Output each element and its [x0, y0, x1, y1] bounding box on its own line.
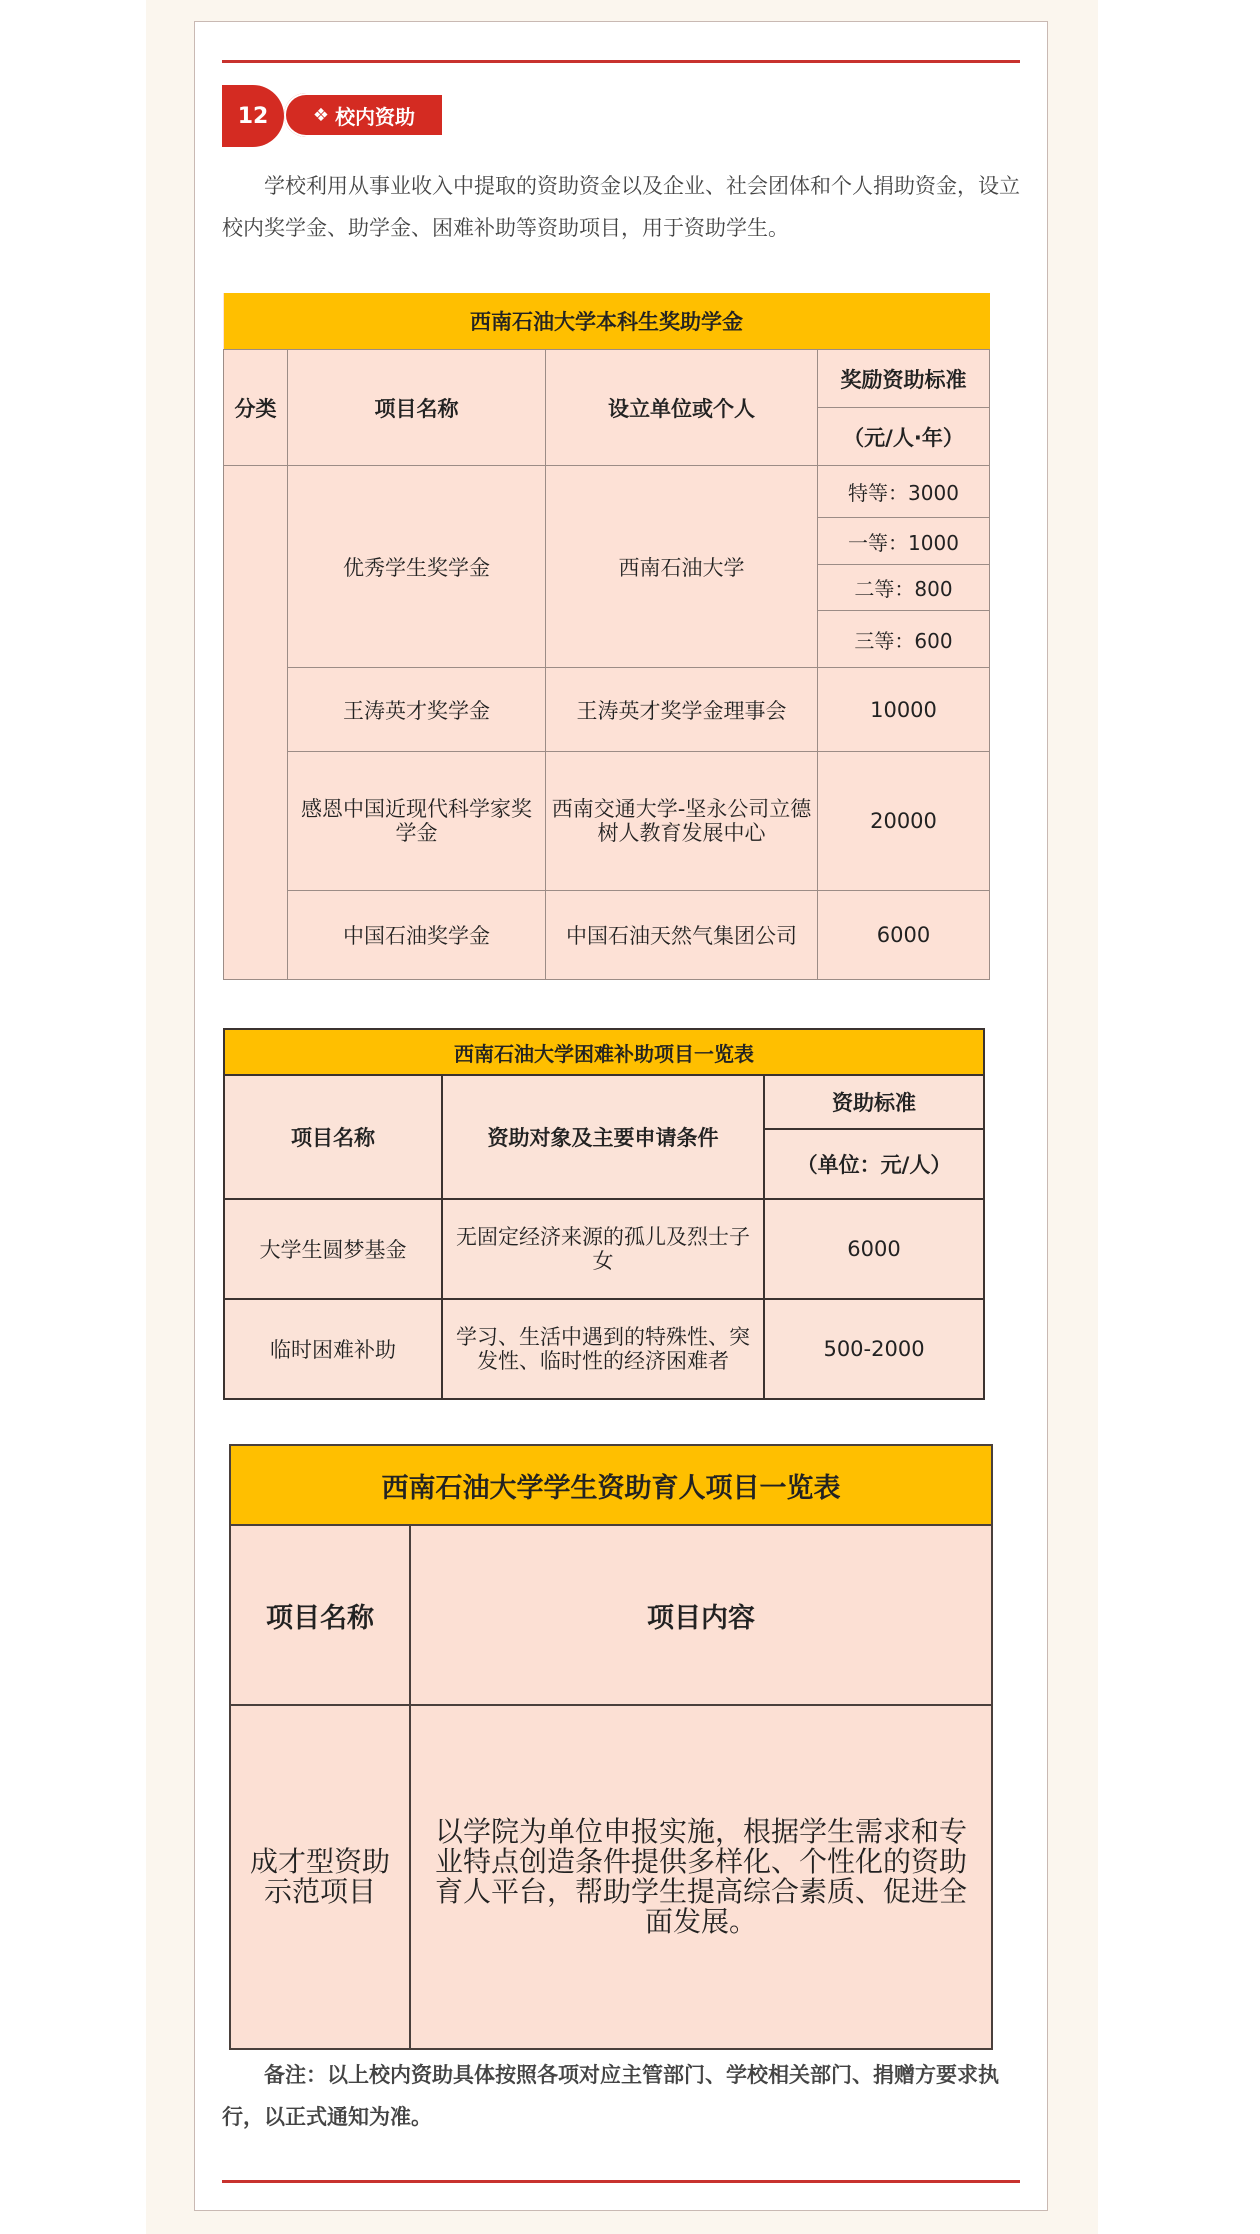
- section-title-badge: [284, 93, 444, 137]
- hardship-subsidy-table: [223, 1028, 985, 1400]
- table-cell-sponsor: 西南石油大学: [546, 466, 818, 668]
- table-cell-name: 成才型资助示范项目: [230, 1705, 410, 2049]
- table-cell-amount: 6000: [818, 891, 990, 980]
- header-category: 分类: [224, 350, 288, 466]
- remark-note: 备注：以上校内资助具体按照各项对应主管部门、学校相关部门、捐赠方要求执行，以正式通知为准。: [222, 2063, 999, 2129]
- level-cell: 三等：600: [818, 611, 990, 668]
- header-project-name: 项目名称: [288, 350, 546, 466]
- table-cell-amount: 6000: [764, 1199, 984, 1299]
- header-conditions: 资助对象及主要申请条件: [442, 1075, 764, 1199]
- section-number: 12: [222, 85, 284, 147]
- category-cell: [224, 466, 288, 980]
- header-unit: （单位：元/人）: [764, 1129, 984, 1199]
- table-cell-name: 中国石油奖学金: [288, 891, 546, 980]
- scholarship-table-title: 西南石油大学本科生奖助学金: [224, 293, 990, 350]
- scholarship-table: [223, 293, 990, 980]
- table-cell-amount: 500-2000: [764, 1299, 984, 1399]
- top-divider: [222, 60, 1020, 63]
- dove-icon: ❖: [312, 104, 330, 126]
- header-project-name: 项目名称: [224, 1075, 442, 1199]
- table-cell-conditions: 学习、生活中遇到的特殊性、突发性、临时性的经济困难者: [442, 1299, 764, 1399]
- header-unit: （元/人·年）: [818, 408, 990, 466]
- table-cell-name: 感恩中国近现代科学家奖学金: [288, 752, 546, 891]
- header-project-name: 项目名称: [230, 1525, 410, 1705]
- header-standard: 奖励资助标准: [818, 350, 990, 408]
- header-sponsor: 设立单位或个人: [546, 350, 818, 466]
- table-cell-name: 大学生圆梦基金: [224, 1199, 442, 1299]
- education-support-table: [229, 1444, 993, 2050]
- table-cell-content: 以学院为单位申报实施，根据学生需求和专业特点创造条件提供多样化、个性化的资助育人平台，帮助学生提高综合素质、促进全面发展。: [410, 1705, 992, 2049]
- level-cell: 二等：800: [818, 565, 990, 611]
- table-cell-name: 王涛英才奖学金: [288, 668, 546, 752]
- section-title: 校内资助: [335, 104, 416, 129]
- header-standard: 资助标准: [764, 1075, 984, 1129]
- education-table-title: 西南石油大学学生资助育人项目一览表: [230, 1445, 992, 1525]
- header-content: 项目内容: [410, 1525, 992, 1705]
- table-cell-name: 临时困难补助: [224, 1299, 442, 1399]
- table-cell-amount: 20000: [818, 752, 990, 891]
- table-cell-amount: 10000: [818, 668, 990, 752]
- hardship-table-title: 西南石油大学困难补助项目一览表: [224, 1029, 984, 1075]
- level-cell: 特等：3000: [818, 466, 990, 518]
- intro-paragraph: 学校利用从事业收入中提取的资助资金以及企业、社会团体和个人捐助资金，设立校内奖学金、助学金、困难补助等资助项目，用于资助学生。: [222, 174, 1020, 240]
- table-cell-name: 优秀学生奖学金: [288, 466, 546, 668]
- table-cell-sponsor: 王涛英才奖学金理事会: [546, 668, 818, 752]
- level-cell: 一等：1000: [818, 518, 990, 565]
- bottom-divider: [222, 2180, 1020, 2183]
- table-cell-conditions: 无固定经济来源的孤儿及烈士子女: [442, 1199, 764, 1299]
- table-cell-sponsor: 西南交通大学-坚永公司立德树人教育发展中心: [546, 752, 818, 891]
- table-cell-sponsor: 中国石油天然气集团公司: [546, 891, 818, 980]
